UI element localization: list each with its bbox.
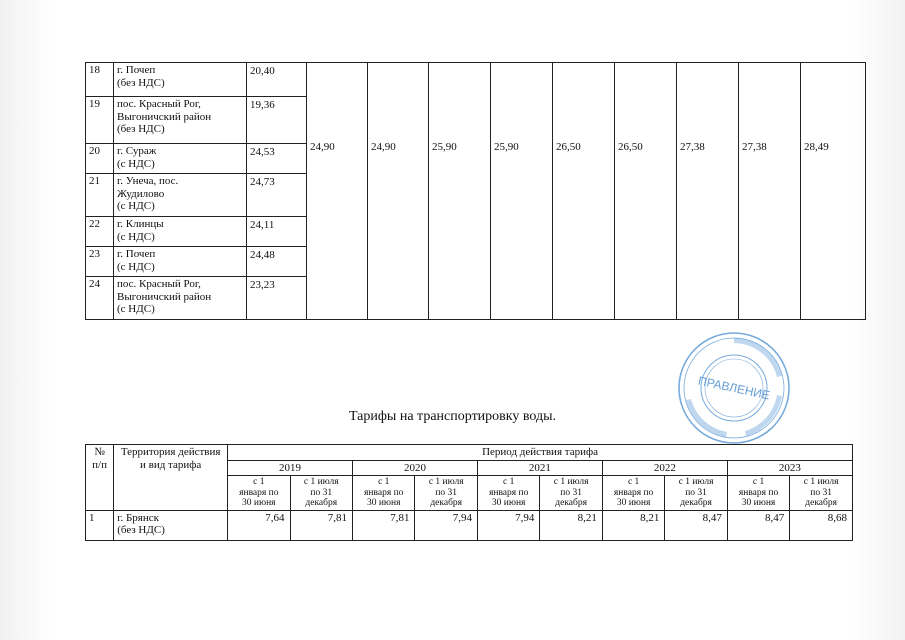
territory-cell [114,63,247,97]
territory-cell [114,247,247,277]
tariff-value: 7,94 [477,510,539,540]
text-line: г. Почеп [117,248,156,260]
row-number: 19 [86,97,114,144]
text-line: пос. Красный Рог, [117,98,201,110]
text-line: (с НДС) [117,230,155,243]
header-first-half [602,476,664,511]
header-number: № п/п [86,445,114,511]
tariff-value: 24,90 [371,141,396,153]
tariff-value: 25,90 [432,141,457,153]
text-line: декабря [680,498,712,508]
row-number: 23 [86,247,114,277]
text-line: декабря [305,498,338,508]
text-line: 30 июня [491,498,526,508]
header-year: 2022 [602,460,727,476]
text-line: (с НДС) [117,157,155,170]
text-line: января по [364,487,404,498]
tariff-value: 28,49 [804,141,829,153]
tariff-value: 8,21 [602,510,664,540]
header-row [86,445,853,461]
tariff-value: 8,68 [790,510,853,540]
text-line: с 1 [253,477,265,487]
text-line: с 1 [627,477,640,487]
text-line: января по [488,487,529,498]
text-line: пос. Красный Рог, [117,278,201,290]
text-line: с 1 июля [678,477,714,487]
header-year: 2023 [727,460,852,476]
text-line: с 1 июля [428,477,464,487]
tariff-value: 7,81 [290,510,352,540]
territory-cell [114,97,247,144]
text-line: г. Почеп [117,64,156,76]
tariff-value: 7,94 [415,510,477,540]
text-line: с 1 [503,477,515,487]
text-line: 30 июня [616,498,651,508]
header-territory: Территория действия и вид тарифа [114,445,228,511]
text-line: г. Брянск [117,511,159,524]
row-number: 21 [86,174,114,217]
tariff-value: 26,50 [556,141,581,153]
tariff-value: 8,47 [665,510,727,540]
text-line: декабря [555,498,587,508]
table-row [86,510,853,540]
text-line: с 1 июля [553,477,589,487]
merged-period-cell [615,63,677,320]
row-number: 20 [86,144,114,174]
header-year: 2019 [228,460,353,476]
tariff-value: 26,50 [618,141,643,153]
text-line: с 1 [378,477,390,487]
tariff-value: 23,23 [247,277,307,320]
text-line: Выгоничский район [117,110,212,123]
text-line: декабря [430,498,463,508]
text-line: Выгоничский район [117,290,212,303]
text-line: декабря [805,498,837,508]
territory-cell [114,510,228,540]
section-title: Тарифы на транспортировку воды. [348,409,557,424]
tariff-value: 7,81 [353,510,415,540]
row-number: 22 [86,217,114,247]
tariff-value: 7,64 [228,510,290,540]
text-line: (с НДС) [117,200,155,212]
tariff-value: 25,90 [494,141,519,153]
merged-period-cell [739,63,801,320]
territory-cell [114,217,247,247]
merged-period-cell [307,63,368,320]
header-period: Период действия тарифа [228,445,853,461]
tariff-value: 27,38 [680,141,705,153]
header-second-half [540,476,602,511]
territory-cell [114,174,247,217]
tariff-value: 8,47 [727,510,789,540]
header-first-half [228,476,290,511]
text-line: 30 июня [366,498,401,508]
merged-period-cell [801,63,866,320]
text-line: января по [613,487,654,498]
header-second-half [415,476,477,511]
tariff-value: 20,40 [247,63,307,97]
water-transport-tariff-table [85,444,853,541]
header-second-half [790,476,853,511]
tariff-value: 8,21 [540,510,602,540]
text-line: (с НДС) [117,260,155,273]
tariff-value: 24,73 [247,174,307,217]
row-number: 1 [86,510,114,540]
text-line: по 31 [560,487,582,498]
text-line: января по [239,487,279,498]
official-stamp-icon [676,330,792,446]
text-line: с 1 июля [803,477,839,487]
row-number: 24 [86,277,114,320]
row-number: 18 [86,63,114,97]
merged-period-cell [677,63,739,320]
stamp-text: ПРАВЛЕНИЕ [696,373,772,403]
tariff-value: 24,48 [247,247,307,277]
text-line: по 31 [810,487,832,498]
header-second-half [290,476,352,511]
text-line: 30 июня [242,498,276,508]
tariff-table-continued [85,62,866,320]
header-second-half [665,476,727,511]
tariff-value: 24,53 [247,144,307,174]
text-line: (без НДС) [117,76,165,89]
text-line: г. Унеча, пос. [117,175,179,187]
table-row [86,63,866,97]
text-line: 30 июня [741,498,776,508]
text-line: (без НДС) [117,524,165,536]
merged-period-cell [429,63,491,320]
header-first-half [727,476,789,511]
text-line: г. Сураж [117,145,157,157]
tariff-value: 19,36 [247,97,307,144]
territory-cell [114,144,247,174]
header-year: 2021 [477,460,602,476]
text-line: по 31 [310,487,333,498]
territory-cell [114,277,247,320]
merged-period-cell [491,63,553,320]
text-line: (с НДС) [117,303,155,315]
text-line: января по [738,487,779,498]
merged-period-cell [368,63,429,320]
text-line: по 31 [435,487,458,498]
text-line: по 31 [685,487,707,498]
text-line: (без НДС) [117,123,165,135]
text-line: г. Клинцы [117,218,164,230]
header-first-half [353,476,415,511]
tariff-value: 24,90 [310,141,335,153]
tariff-value: 27,38 [742,141,767,153]
text-line: Жудилово [117,187,165,200]
text-line: с 1 июля [303,477,339,487]
tariff-value: 24,11 [247,217,307,247]
header-first-half [477,476,539,511]
text-line: с 1 [752,477,765,487]
merged-period-cell [553,63,615,320]
header-year: 2020 [353,460,478,476]
